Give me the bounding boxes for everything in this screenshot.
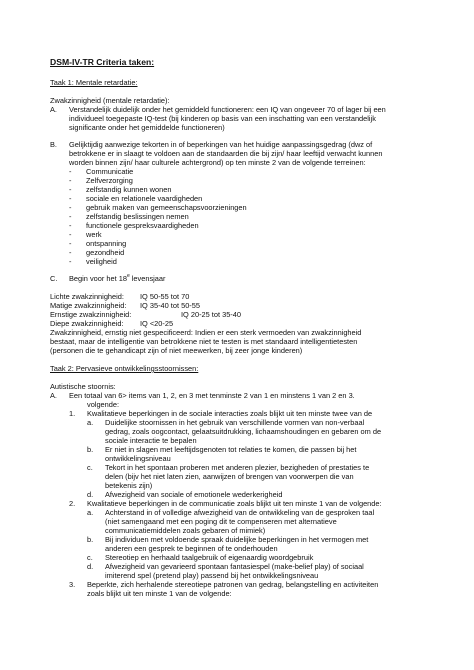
sub-line: Tekort in het spontaan proberen met anderen plezier, bezigheden of prestaties te — [105, 463, 370, 472]
sub-marker: a. — [87, 418, 94, 427]
sub-line: sociale interactie te bepalen — [105, 436, 197, 445]
sub-line: Afwezigheid van sociale of emotionele wederkerigheid — [105, 490, 283, 499]
unspecified-line: bestaat, maar de intelligentie van betrokkene niet te testen is met standaard intelligentietesten — [50, 337, 358, 346]
task1-a-marker: A. — [50, 105, 57, 114]
list-bullet: - — [69, 221, 72, 230]
sub-line: Afwezigheid van gevarieerd spontaan fantasiespel (make-belief play) of sociaal — [105, 562, 364, 571]
item-line: Kwalitatieve beperkingen in de communicatie zoals blijkt uit ten minste 1 van de volgende: — [87, 499, 382, 508]
task2-heading: Taak 2: Pervasieve ontwikkelingsstoornissen: — [50, 364, 199, 373]
list-bullet: - — [69, 257, 72, 266]
list-bullet: - — [69, 194, 72, 203]
c-text-pre: Begin voor het 18 — [69, 274, 127, 283]
sub-marker: a. — [87, 508, 94, 517]
list-item: gebruik maken van gemeenschapsvoorzieningen — [86, 203, 247, 212]
document-title: DSM-IV-TR Criteria taken: — [50, 57, 155, 67]
item-number: 1. — [69, 409, 76, 418]
level-label: Matige zwakzinnigheid: — [50, 301, 127, 310]
sub-line: gedrag, zoals oogcontact, gelaatsuitdrukking, lichaamshoudingen en gebaren om de — [105, 427, 382, 436]
task1-a-line: individueel toegepaste IQ-test (bij kinderen op basis van een inschatting van een verstandelijk — [69, 114, 376, 123]
level-label: Ernstige zwakzinnigheid: — [50, 310, 132, 319]
item-line: zoals blijkt uit ten minste 1 van de volgende: — [87, 589, 232, 598]
list-item: Zelfverzorging — [86, 176, 133, 185]
sub-line: ontwikkelingsniveau — [105, 454, 171, 463]
task1-intro: Zwakzinnigheid (mentale retardatie): — [50, 96, 170, 105]
level-value: IQ 50-55 tot 70 — [140, 292, 190, 301]
c-superscript: e — [126, 273, 130, 279]
list-item: sociale en relationele vaardigheden — [86, 194, 203, 203]
sub-line: Er niet in slagen met leeftijdsgenoten tot relaties te komen, die passen bij het — [105, 445, 357, 454]
task2-intro: Autistische stoornis: — [50, 382, 116, 391]
c-text-post: levensjaar — [129, 274, 166, 283]
task1-a-line: significante onder het gemiddelde functioneren) — [69, 123, 225, 132]
list-item: Communicatie — [86, 167, 134, 176]
task1-c-text — [69, 274, 165, 283]
item-number: 2. — [69, 499, 76, 508]
list-item: ontspanning — [86, 239, 127, 248]
level-value: IQ <20-25 — [140, 319, 174, 328]
list-item: zelfstandig beslissingen nemen — [86, 212, 189, 221]
list-item: veiligheid — [86, 257, 117, 266]
list-item: zelfstandig kunnen wonen — [86, 185, 172, 194]
task1-b-line: worden binnen zijn/ haar culturele achtergrond) op ten minste 2 van de volgende terreinen: — [69, 158, 366, 167]
level-label: Diepe zwakzinnigheid: — [50, 319, 124, 328]
list-item: gezondheid — [86, 248, 125, 257]
level-label: Lichte zwakzinnigheid: — [50, 292, 124, 301]
sub-line: Duidelijke stoornissen in het gebruik van verschillende vormen van non-verbaal — [105, 418, 365, 427]
list-bullet: - — [69, 230, 72, 239]
sub-line: delen (bijv het niet laten zien, aanwijzen of brengen van voorwerpen die van — [105, 472, 354, 481]
list-bullet: - — [69, 203, 72, 212]
sub-marker: b. — [87, 535, 94, 544]
sub-line: betekenis zijn) — [105, 481, 153, 490]
sub-marker: d. — [87, 562, 94, 571]
task2-a-line: volgende: — [87, 400, 120, 409]
list-bullet: - — [69, 185, 72, 194]
list-bullet: - — [69, 176, 72, 185]
list-item: functionele gespreksvaardigheden — [86, 221, 199, 230]
list-bullet: - — [69, 239, 72, 248]
sub-marker: c. — [87, 463, 93, 472]
task2-a-marker: A. — [50, 391, 57, 400]
list-bullet: - — [69, 167, 72, 176]
sub-line: imiterend spel (pretend play) passend bij het ontwikkelingsniveau — [105, 571, 319, 580]
item-line: Kwalitatieve beperkingen in de sociale interacties zoals blijkt uit ten minste twee van de — [87, 409, 373, 418]
task2-a-line: Een totaal van 6> items van 1, 2, en 3 met tenminste 2 van 1 en minstens 1 van 2 en 3. — [69, 391, 355, 400]
task1-c-marker: C. — [50, 274, 58, 283]
sub-marker: c. — [87, 553, 93, 562]
sub-marker: d. — [87, 490, 94, 499]
task1-b-line: Gelijktijdig aanwezige tekorten in of beperkingen van het huidige aanpassingsgedrag (dwz of — [69, 140, 373, 149]
task1-b-marker: B. — [50, 140, 57, 149]
sub-line: Stereotiep en herhaald taalgebruik of eigenaardig woordgebruik — [105, 553, 314, 562]
unspecified-line: Zwakzinnigheid, ernstig niet gespecificeerd: Indien er een sterk vermoeden van zwakzinnigheid — [50, 328, 362, 337]
task1-heading: Taak 1: Mentale retardatie: — [50, 78, 138, 87]
task1-b-line: betrokkene er in slaagt te voldoen aan de standaarden die bij zijn/ haar leeftijd verwacht kunnen — [69, 149, 383, 158]
item-line: Beperkte, zich herhalende stereotiepe patronen van gedrag, belangstelling en activiteiten — [87, 580, 379, 589]
item-number: 3. — [69, 580, 76, 589]
sub-line: communicatiemiddelen zoals gebaren of mimiek) — [105, 526, 266, 535]
level-value: IQ 35-40 tot 50-55 — [140, 301, 200, 310]
task1-a-line: Verstandelijk duidelijk onder het gemiddeld functioneren: een IQ van ongeveer 70 of lager bij een — [69, 105, 386, 114]
list-bullet: - — [69, 212, 72, 221]
level-value: IQ 20-25 tot 35-40 — [181, 310, 241, 319]
sub-marker: b. — [87, 445, 94, 454]
sub-line: Bij individuen met voldoende spraak duidelijke beperkingen in het vermogen met — [105, 535, 369, 544]
unspecified-line: (personen die te gehandicapt zijn of niet meewerken, bij zeer jonge kinderen) — [50, 346, 303, 355]
sub-line: Achterstand in of volledige afwezigheid van de ontwikkeling van de gesproken taal — [105, 508, 375, 517]
list-bullet: - — [69, 248, 72, 257]
sub-line: (niet samengaand met een poging dit te compenseren met alternatieve — [105, 517, 337, 526]
sub-line: anderen een gesprek te beginnen of te onderhouden — [105, 544, 278, 553]
list-item: werk — [86, 230, 102, 239]
